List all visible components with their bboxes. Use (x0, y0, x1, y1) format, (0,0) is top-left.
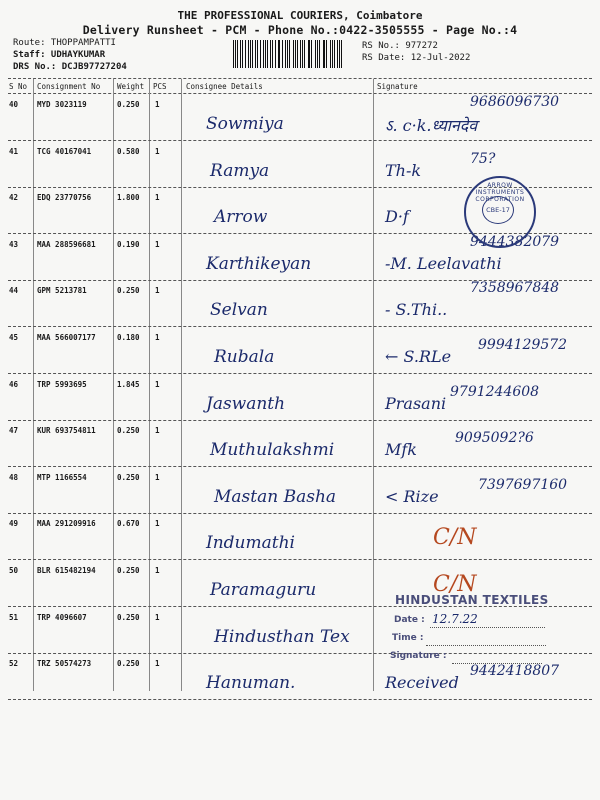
pcs-value: 1 (155, 566, 160, 575)
consignee-name: Paramaguru (210, 580, 317, 600)
consignment-number: GPM 5213781 (37, 286, 87, 295)
barcode-bar (245, 40, 246, 68)
barcode-bar (337, 40, 338, 68)
table-row (0, 653, 600, 700)
consignee-name: Selvan (210, 300, 268, 320)
rs-date: RS Date: 12-Jul-2022 (362, 53, 471, 63)
barcode-bar (300, 40, 301, 68)
pcs-value: 1 (155, 473, 160, 482)
pcs-value: 1 (155, 333, 160, 342)
consignee-name: Karthikeyan (206, 254, 312, 274)
pcs-value: 1 (155, 100, 160, 109)
recipient-signature: ← S.RLe (385, 347, 452, 366)
row-sno: 45 (9, 333, 19, 342)
recipient-phone: 9686096730 (470, 94, 560, 110)
barcode-bar (279, 40, 280, 68)
weight-value: 0.190 (117, 240, 140, 249)
col-pcs: PCS (153, 82, 167, 91)
weight-value: 0.250 (117, 286, 140, 295)
signature-dotted-line (452, 663, 542, 664)
col-consignment: Consignment No (37, 82, 101, 91)
row-sno: 41 (9, 147, 19, 156)
consignee-name: Hanuman. (206, 673, 296, 693)
recipient-signature: - S.Thi.. (385, 300, 448, 319)
recipient-signature: ऽ. c·k.ध्यानदेव (385, 116, 478, 135)
consignment-number: TRP 4096607 (37, 613, 87, 622)
barcode-bar (270, 40, 271, 68)
recipient-phone: 9095092?6 (455, 430, 534, 446)
col-consignee: Consignee Details (186, 82, 263, 91)
runsheet-title: Delivery Runsheet - PCM - Phone No.:0422-3505555 - Page No.:4 (82, 23, 518, 37)
weight-value: 0.250 (117, 659, 140, 668)
recipient-phone: 9442418807 (470, 663, 560, 679)
barcode-bar (272, 40, 273, 68)
weight-value: 1.845 (117, 380, 140, 389)
textile-stamp-name: HINDUSTAN TEXTILES (395, 593, 549, 607)
table-header (0, 79, 600, 93)
recipient-signature: Th-k (385, 161, 422, 180)
weight-value: 0.250 (117, 426, 140, 435)
recipient-signature: -M. Leelavathi (385, 254, 502, 273)
row-sno: 48 (9, 473, 19, 482)
consignment-number: EDQ 23770756 (37, 193, 92, 202)
recipient-signature: Mfk (385, 440, 417, 459)
pcs-value: 1 (155, 613, 160, 622)
consignee-name: Hindusthan Tex (214, 627, 350, 647)
pcs-value: 1 (155, 240, 160, 249)
consignee-name: Indumathi (206, 533, 295, 553)
row-sno: 43 (9, 240, 19, 249)
consignment-number: MYD 3023119 (37, 100, 87, 109)
col-weight: Weight (117, 82, 145, 91)
table-row (0, 94, 600, 141)
row-sno: 52 (9, 659, 19, 668)
stamp-time-label: Time : (392, 633, 424, 643)
barcode-bar (341, 40, 342, 68)
pcs-value: 1 (155, 659, 160, 668)
pcs-value: 1 (155, 193, 160, 202)
time-dotted-line (426, 645, 546, 646)
weight-value: 0.180 (117, 333, 140, 342)
barcode-bar (311, 40, 312, 68)
stamp-date-label: Date : (394, 615, 425, 625)
barcode-bar (233, 40, 234, 68)
consignment-number: BLR 615482194 (37, 566, 96, 575)
weight-value: 0.670 (117, 519, 140, 528)
row-divider (8, 699, 592, 700)
row-sno: 46 (9, 380, 19, 389)
cn-note: C/N (433, 572, 477, 597)
consignment-number: TRZ 50574273 (37, 659, 92, 668)
recipient-phone: 9444382079 (470, 234, 560, 250)
consignee-name: Mastan Basha (214, 487, 337, 507)
row-sno: 51 (9, 613, 19, 622)
date-dotted-line (430, 627, 545, 628)
consignment-number: MAA 566007177 (37, 333, 96, 342)
consignee-name: Ramya (210, 161, 270, 181)
table-row (0, 280, 600, 327)
barcode-bar (240, 40, 241, 68)
seal-center: CBE-17 (482, 196, 514, 224)
weight-value: 0.250 (117, 473, 140, 482)
consignment-number: KUR 693754811 (37, 426, 96, 435)
consignment-number: MTP 1166554 (37, 473, 87, 482)
stamp-signature-label: Signature : (390, 651, 447, 661)
row-sno: 49 (9, 519, 19, 528)
col-sno: S No (9, 82, 28, 91)
row-sno: 44 (9, 286, 19, 295)
barcode-bar (293, 40, 294, 68)
weight-value: 0.250 (117, 613, 140, 622)
barcode-bar (323, 40, 324, 68)
stamp-date-value: 12.7.22 (432, 612, 478, 626)
consignee-name: Sowmiya (206, 114, 284, 134)
cn-note: C/N (433, 525, 477, 550)
seal-ring-text: ARROW INSTRUMENTS CORPORATION (475, 182, 525, 203)
barcode-bar (304, 40, 305, 68)
pcs-value: 1 (155, 519, 160, 528)
table-row (0, 374, 600, 421)
pcs-value: 1 (155, 380, 160, 389)
barcode (233, 40, 345, 68)
consignment-number: MAA 291209916 (37, 519, 96, 528)
company-title: THE PROFESSIONAL COURIERS, Coimbatore (177, 9, 423, 22)
weight-value: 0.580 (117, 147, 140, 156)
row-sno: 40 (9, 100, 19, 109)
recipient-signature: < Rize (385, 487, 439, 506)
weight-value: 0.250 (117, 566, 140, 575)
pcs-value: 1 (155, 426, 160, 435)
consignee-name: Arrow (214, 207, 268, 227)
consignee-name: Jaswanth (206, 394, 286, 414)
company-seal (464, 176, 536, 248)
barcode-bar (248, 40, 249, 68)
table-row (0, 513, 600, 560)
route-label: Route: THOPPAMPATTI (13, 38, 116, 48)
consignee-name: Rubala (214, 347, 275, 367)
recipient-phone: 7397697160 (478, 477, 568, 493)
col-signature: Signature (377, 82, 418, 91)
consignment-number: TCG 40167041 (37, 147, 92, 156)
weight-value: 1.800 (117, 193, 140, 202)
barcode-bar (263, 40, 264, 68)
recipient-phone: 7358967848 (470, 280, 560, 296)
staff-label: Staff: UDHAYKUMAR (13, 50, 106, 60)
pcs-value: 1 (155, 147, 160, 156)
table-row (0, 467, 600, 514)
table-row (0, 327, 600, 374)
drs-number: DRS No.: DCJB97727204 (13, 62, 127, 72)
recipient-signature: D·f (385, 207, 409, 226)
table-row (0, 420, 600, 467)
barcode-bar (257, 40, 258, 68)
recipient-phone: 9791244608 (450, 384, 540, 400)
recipient-phone: 9994129572 (478, 337, 568, 353)
consignment-number: MAA 288596681 (37, 240, 96, 249)
barcode-bar (330, 40, 331, 68)
recipient-signature: Prasani (385, 394, 447, 413)
table-row (0, 607, 600, 654)
weight-value: 0.250 (117, 100, 140, 109)
consignment-number: TRP 5993695 (37, 380, 87, 389)
recipient-signature: Received (385, 673, 459, 692)
recipient-phone: 75? (470, 151, 496, 167)
barcode-bar (287, 40, 288, 68)
pcs-value: 1 (155, 286, 160, 295)
row-sno: 42 (9, 193, 19, 202)
barcode-bar (315, 40, 316, 68)
rs-number: RS No.: 977272 (362, 41, 438, 51)
row-sno: 50 (9, 566, 19, 575)
row-sno: 47 (9, 426, 19, 435)
consignee-name: Muthulakshmi (210, 440, 335, 460)
